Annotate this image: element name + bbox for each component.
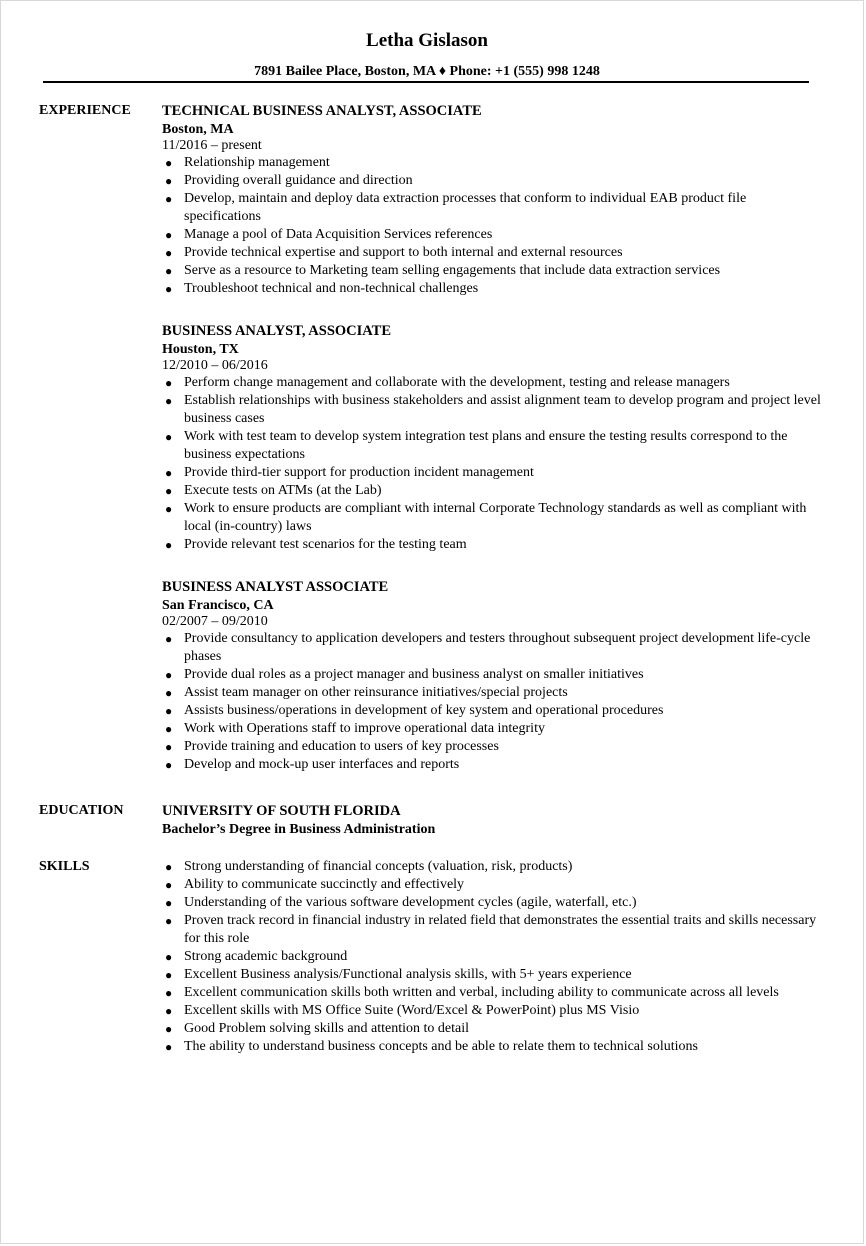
job-dates: 02/2007 – 09/2010 <box>162 614 268 629</box>
list-item: ● Develop, maintain and deploy data extraction processes that conform to individual EAB product file specifications <box>165 191 747 224</box>
bullet-icon: ● <box>165 1040 173 1054</box>
list-item: ● Excellent communication skills both written and verbal, including ability to communicate across all levels <box>165 985 779 1000</box>
job-entry-2 <box>162 322 822 554</box>
bullet-icon: ● <box>165 430 173 444</box>
bullet-icon: ● <box>165 1004 173 1018</box>
contact-line: 7891 Bailee Place, Boston, MA ♦ Phone: +1 (555) 998 1248 <box>254 64 600 79</box>
bullet-icon: ● <box>165 484 173 498</box>
list-item: ● Establish relationships with business stakeholders and assist alignment team to develop program and project level business cases <box>165 393 821 426</box>
job-bullets <box>162 374 822 554</box>
degree-name: Bachelor’s Degree in Business Administration <box>162 822 436 837</box>
list-item: ● Serve as a resource to Marketing team selling engagements that include data extraction services <box>165 263 721 278</box>
bullet-icon: ● <box>165 228 173 242</box>
job-location: Boston, MA <box>162 122 234 137</box>
list-item: ● Work with test team to develop system integration test plans and ensure the testing results correspond to the business expectations <box>165 429 788 462</box>
bullet-icon: ● <box>165 878 173 892</box>
list-item: ● Perform change management and collaborate with the development, testing and release managers <box>165 375 730 390</box>
list-item: ● Providing overall guidance and direction <box>165 173 413 188</box>
list-item: ● Strong academic background <box>165 949 348 964</box>
bullet-icon: ● <box>165 914 173 928</box>
list-item: ● Strong understanding of financial concepts (valuation, risk, products) <box>165 859 573 874</box>
bullet-icon: ● <box>165 466 173 480</box>
bullet-icon: ● <box>165 282 173 296</box>
list-item: ● Develop and mock-up user interfaces and reports <box>165 757 460 772</box>
bullet-icon: ● <box>165 1022 173 1036</box>
list-item: ● The ability to understand business concepts and be able to relate them to technical solutions <box>165 1039 698 1054</box>
job-bullets <box>162 154 822 298</box>
education-entry <box>162 802 822 838</box>
job-location: Houston, TX <box>162 342 239 357</box>
job-title: BUSINESS ANALYST, ASSOCIATE <box>162 323 392 339</box>
list-item: ● Assist team manager on other reinsurance initiatives/special projects <box>165 685 568 700</box>
list-item: ● Understanding of the various software development cycles (agile, waterfall, etc.) <box>165 895 637 910</box>
bullet-icon: ● <box>165 968 173 982</box>
list-item: ● Relationship management <box>165 155 330 170</box>
header-divider <box>43 81 809 83</box>
bullet-icon: ● <box>165 704 173 718</box>
job-title: BUSINESS ANALYST ASSOCIATE <box>162 579 389 595</box>
bullet-icon: ● <box>165 950 173 964</box>
list-item: ● Work with Operations staff to improve operational data integrity <box>165 721 545 736</box>
skills-heading: SKILLS <box>39 859 90 874</box>
bullet-icon: ● <box>165 264 173 278</box>
bullet-icon: ● <box>165 538 173 552</box>
job-dates: 12/2010 – 06/2016 <box>162 358 268 373</box>
list-item: ● Proven track record in financial industry in related field that demonstrates the essential traits and skills necessary for this role <box>165 913 817 946</box>
job-location: San Francisco, CA <box>162 598 274 613</box>
list-item: ● Ability to communicate succinctly and effectively <box>165 877 465 892</box>
bullet-icon: ● <box>165 740 173 754</box>
list-item: ● Provide dual roles as a project manager and business analyst on smaller initiatives <box>165 667 644 682</box>
list-item: ● Manage a pool of Data Acquisition Services references <box>165 227 493 242</box>
list-item: ● Troubleshoot technical and non-technical challenges <box>165 281 479 296</box>
school-name: UNIVERSITY OF SOUTH FLORIDA <box>162 803 401 819</box>
job-entry-1 <box>162 102 822 298</box>
candidate-name: Letha Gislason <box>366 30 488 51</box>
bullet-icon: ● <box>165 502 173 516</box>
list-item: ● Excellent skills with MS Office Suite (Word/Excel & PowerPoint) plus MS Visio <box>165 1003 640 1018</box>
bullet-icon: ● <box>165 632 173 646</box>
list-item: ● Execute tests on ATMs (at the Lab) <box>165 483 382 498</box>
job-title: TECHNICAL BUSINESS ANALYST, ASSOCIATE <box>162 103 482 119</box>
bullet-icon: ● <box>165 156 173 170</box>
bullet-icon: ● <box>165 668 173 682</box>
education-heading: EDUCATION <box>39 803 124 818</box>
bullet-icon: ● <box>165 174 173 188</box>
bullet-icon: ● <box>165 722 173 736</box>
skills-entry <box>162 858 822 1056</box>
list-item: ● Work to ensure products are compliant with internal Corporate Technology standards as well as compliant with local (in-country) laws <box>165 501 807 534</box>
bullet-icon: ● <box>165 986 173 1000</box>
list-item: ● Provide technical expertise and support to both internal and external resources <box>165 245 623 260</box>
job-entry-3 <box>162 578 822 774</box>
bullet-icon: ● <box>165 246 173 260</box>
list-item: ● Provide third-tier support for production incident management <box>165 465 534 480</box>
list-item: ● Excellent Business analysis/Functional analysis skills, with 5+ years experience <box>165 967 632 982</box>
bullet-icon: ● <box>165 896 173 910</box>
list-item: ● Good Problem solving skills and attention to detail <box>165 1021 470 1036</box>
skills-list <box>162 858 822 1056</box>
experience-heading: EXPERIENCE <box>39 103 131 118</box>
bullet-icon: ● <box>165 758 173 772</box>
list-item: ● Provide training and education to users of key processes <box>165 739 499 754</box>
bullet-icon: ● <box>165 394 173 408</box>
bullet-icon: ● <box>165 686 173 700</box>
bullet-icon: ● <box>165 860 173 874</box>
list-item: ● Provide consultancy to application developers and testers throughout subsequent project development life-cycle phases <box>165 631 811 664</box>
bullet-icon: ● <box>165 192 173 206</box>
bullet-icon: ● <box>165 376 173 390</box>
job-dates: 11/2016 – present <box>162 138 262 153</box>
list-item: ● Provide relevant test scenarios for the testing team <box>165 537 467 552</box>
job-bullets <box>162 630 822 774</box>
list-item: ● Assists business/operations in development of key system and operational procedures <box>165 703 664 718</box>
